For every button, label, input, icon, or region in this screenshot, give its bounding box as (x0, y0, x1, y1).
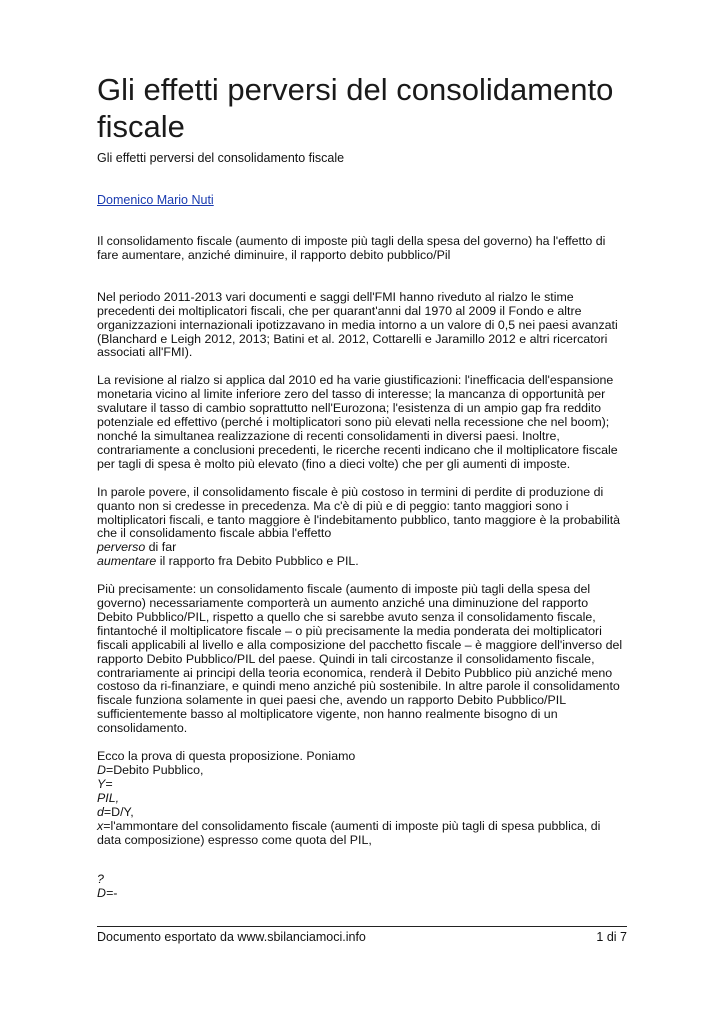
paragraph (97, 750, 627, 847)
paragraph (97, 486, 627, 569)
author-link[interactable]: Domenico Mario Nuti (97, 193, 214, 207)
page-footer (97, 930, 627, 945)
paragraph: Più precisamente: un consolidamento fiscale (aumento di imposte più tagli della spesa del governo) necessariamente comporterà un aumento anziché una diminuzione del rapporto Debito Pubblico/PIL, rispetto a quello che si sarebbe avuto senza il consolidamento fiscale, fintantoché il moltiplicatore fiscale – o più precisamente la media ponderata dei moltiplicatori fiscali applicabili al livello e alla composizione del pacchetto fiscale – è maggiore dell'inverso del rapporto Debito Pubblico/PIL del paese. Quindi in tali circostanze il consolidamento fiscale, contrariamente ai principi della teoria economica, renderà il Debito Pubblico più anziché meno costoso da ri-finanziare, e quindi meno anziché più sostenibile. In altre parole il consolidamento fiscale funziona solamente in quei paesi che, avendo un rapporto Debito Pubblico/PIL sufficientemente basso al moltiplicatore vigente, non hanno realmente bisogno di un consolidamento. (97, 582, 623, 736)
paragraph-text: In parole povere, il consolidamento fiscale è più costoso in termini di perdite di produzione di quanto non si credesse in precedenza. Ma c'è di più e di peggio: tanto maggiori sono i moltiplicatori fiscali, e tanto maggiore è l'indebitamento pubblico, tanto maggiore è la probabilità che il consolidamento fiscale abbia l'effetto (97, 484, 621, 541)
page-subtitle: Gli effetti perversi del consolidamento fiscale (97, 151, 345, 165)
paragraph-text: =l'ammontare del consolidamento fiscale (aumenti di imposte più tagli di spesa pubblica, di data composizione) espresso come quota del PIL, (97, 818, 601, 847)
math-symbol: D=- (97, 886, 118, 901)
paragraph: Nel periodo 2011-2013 vari documenti e saggi dell'FMI hanno riveduto al rialzo le stime precedenti dei moltiplicatori fiscali, che per quarant'anni dal 1970 al 2009 il Fondo e altre organizzazioni internazionali ipotizzavano in media intorno a un valore di 0,5 nei paesi avanzati (Blanchard e Leigh 2012, 2013; Batini et al. 2012, Cottarelli e Jaramillo 2012 e altri ricercatori associati all'FMI). (97, 289, 618, 360)
paragraph-text: il rapporto fra Debito Pubblico e PIL. (156, 554, 359, 569)
math-symbol: x (97, 818, 104, 833)
footer-source: Documento esportato da www.sbilanciamoci.info (97, 930, 366, 944)
footer-divider (97, 926, 627, 927)
paragraph-text: =D/Y, (103, 804, 134, 819)
italic-term: perverso (97, 540, 146, 555)
math-symbol: ? (97, 872, 104, 887)
page-title: Gli effetti perversi del consolidamento fiscale (97, 72, 614, 144)
page-number: 1 di 7 (596, 930, 627, 944)
math-symbol: PIL, (97, 790, 120, 805)
math-symbol: d (97, 804, 104, 819)
paragraph: La revisione al rialzo si applica dal 2010 ed ha varie giustificazioni: l'inefficacia dell'espansione monetaria vicino al limite inferiore zero del tasso di interesse; la mancanza di opportunità per svalutare il tasso di cambio soprattutto nell'Eurozona; l'esistenza di un ampio gap fra reddito potenziale ed effettivo (perché i moltiplicatori sono più elevati nella recessione che nel boom); nonché la simultanea realizzazione di recenti consolidamenti in diversi paesi. Inoltre, contrariamente a conclusioni precedenti, le ricerche recenti indicano che il moltiplicatore fiscale per tagli di spesa è molto più elevato (fino a dieci volte) che per gli aumenti di imposte. (97, 373, 618, 471)
math-symbol: Y= (97, 776, 113, 791)
paragraph-text: =Debito Pubblico, (105, 763, 204, 777)
paragraph-text: Ecco la prova di questa proposizione. Poniamo (97, 749, 356, 764)
math-symbol: D (97, 763, 106, 777)
paragraph: Il consolidamento fiscale (aumento di imposte più tagli della spesa del governo) ha l'effetto di fare aumentare, anziché diminuire, il rapporto debito pubblico/Pil (97, 234, 606, 262)
paragraph-text: di far (145, 540, 177, 555)
italic-term: aumentare (97, 554, 157, 569)
paragraph (97, 873, 627, 901)
article-body (97, 235, 627, 901)
